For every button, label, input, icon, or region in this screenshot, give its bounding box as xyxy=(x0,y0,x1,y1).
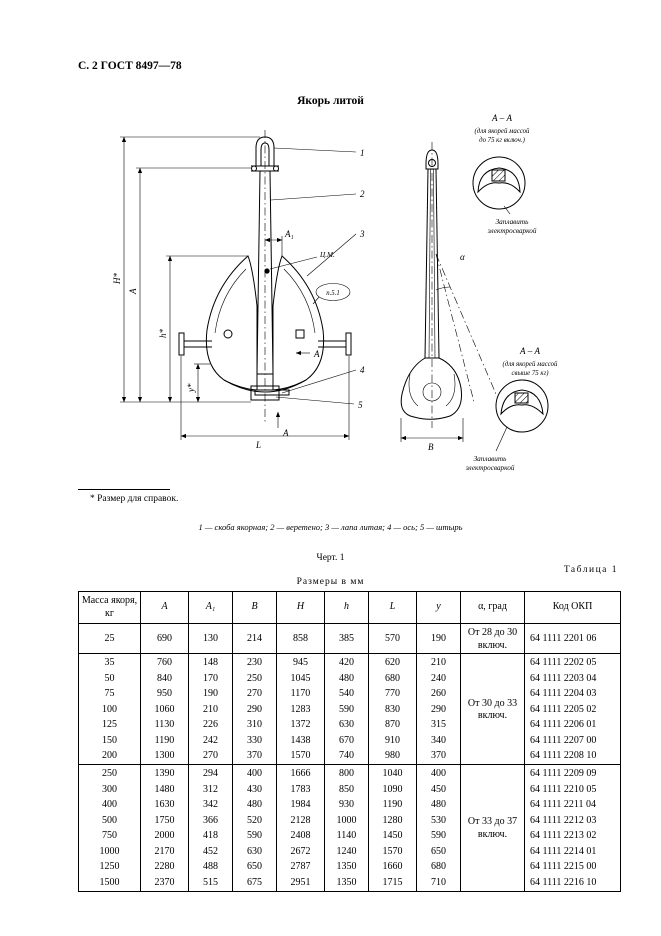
table-row xyxy=(79,798,621,814)
dimension-cell: 1040 xyxy=(369,765,417,783)
figure-labels xyxy=(112,113,558,472)
dimension-cell: 1250 xyxy=(79,860,141,876)
callout-leaders xyxy=(264,148,356,404)
okp-code-cell: 64 1111 2204 03 xyxy=(525,687,621,703)
dimension-cell: 1300 xyxy=(141,749,189,765)
fluke-right xyxy=(273,256,324,390)
dimension-cell: 125 xyxy=(79,718,141,734)
dimension-cell: 830 xyxy=(369,702,417,718)
dimension-cell: 945 xyxy=(277,654,325,672)
table-row xyxy=(79,671,621,687)
table-row xyxy=(79,687,621,703)
dimension-cell: 75 xyxy=(79,687,141,703)
dimension-cell: 370 xyxy=(417,749,461,765)
dimension-cell: 1000 xyxy=(325,813,369,829)
callout-3-label: 3 xyxy=(360,229,365,239)
dimension-cell: 1090 xyxy=(369,782,417,798)
okp-code-cell: 64 1111 2215 00 xyxy=(525,860,621,876)
dimension-cell: 2408 xyxy=(277,829,325,845)
dimension-cell: 590 xyxy=(325,702,369,718)
section-top-title: А – А xyxy=(492,113,512,123)
table-row xyxy=(79,749,621,765)
dimension-cell: 1045 xyxy=(277,671,325,687)
col-header-y: у xyxy=(417,592,461,624)
dimension-cell: 190 xyxy=(189,687,233,703)
dimensions-front xyxy=(120,137,349,440)
dimension-cell: 260 xyxy=(417,687,461,703)
section-aa-bottom xyxy=(496,380,548,451)
dimension-cell: 630 xyxy=(325,718,369,734)
dim-H-label: H* xyxy=(112,273,122,284)
table-row xyxy=(79,829,621,845)
dimension-cell: 170 xyxy=(189,671,233,687)
table-row xyxy=(79,844,621,860)
dimension-cell: 488 xyxy=(189,860,233,876)
dimension-cell: 1500 xyxy=(79,875,141,891)
detail-circle-bottom xyxy=(496,380,548,432)
dimension-cell: 366 xyxy=(189,813,233,829)
dimension-cell: 400 xyxy=(79,798,141,814)
table-row xyxy=(79,702,621,718)
dimension-cell: 740 xyxy=(325,749,369,765)
okp-code-cell: 64 1111 2212 03 xyxy=(525,813,621,829)
fluke-hole xyxy=(224,330,232,338)
dimension-cell: 850 xyxy=(325,782,369,798)
callout-4-label: 4 xyxy=(360,365,365,375)
table-row xyxy=(79,813,621,829)
col-header-H: Н xyxy=(277,592,325,624)
dimension-cell: 452 xyxy=(189,844,233,860)
section-aa-top xyxy=(473,157,525,214)
dimension-cell: 50 xyxy=(79,671,141,687)
dimension-cell: 2128 xyxy=(277,813,325,829)
dimension-cell: 1350 xyxy=(325,875,369,891)
dimension-cell: 270 xyxy=(189,749,233,765)
dimension-cell: 420 xyxy=(325,654,369,672)
dimension-cell: 770 xyxy=(369,687,417,703)
dimension-cell: 515 xyxy=(189,875,233,891)
alpha-label: α xyxy=(460,252,465,262)
anchor-figure xyxy=(70,106,600,478)
section-top-note-2: до 75 кг включ.) xyxy=(479,137,525,144)
dimension-cell: 1000 xyxy=(79,844,141,860)
okp-code-cell: 64 1111 2213 02 xyxy=(525,829,621,845)
okp-code-cell: 64 1111 2203 04 xyxy=(525,671,621,687)
dimension-cell: 290 xyxy=(233,702,277,718)
dimension-cell: 400 xyxy=(417,765,461,783)
dimension-cell: 340 xyxy=(417,733,461,749)
dimension-cell: 2951 xyxy=(277,875,325,891)
dimension-cell: 670 xyxy=(325,733,369,749)
dimension-cell: 1283 xyxy=(277,702,325,718)
dimension-cell: 858 xyxy=(277,624,325,654)
drawing-title: Якорь литой xyxy=(297,95,364,107)
dimension-cell: 650 xyxy=(417,844,461,860)
dimension-cell: 100 xyxy=(79,702,141,718)
okp-code-cell: 64 1111 2209 09 xyxy=(525,765,621,783)
dimension-cell: 1240 xyxy=(325,844,369,860)
dimension-cell: 680 xyxy=(417,860,461,876)
dimension-cell: 230 xyxy=(233,654,277,672)
dimension-cell: 330 xyxy=(233,733,277,749)
okp-code-cell: 64 1111 2202 05 xyxy=(525,654,621,672)
dimension-cell: 400 xyxy=(233,765,277,783)
dimension-cell: 570 xyxy=(369,624,417,654)
dimension-cell: 950 xyxy=(141,687,189,703)
table-row xyxy=(79,782,621,798)
dimension-cell: 150 xyxy=(79,733,141,749)
table-row xyxy=(79,733,621,749)
dimension-cell: 1630 xyxy=(141,798,189,814)
stock-end-right xyxy=(346,333,351,355)
dimension-cell: 35 xyxy=(79,654,141,672)
dimension-cell: 930 xyxy=(325,798,369,814)
dimension-cell: 290 xyxy=(417,702,461,718)
section-letter-top: А xyxy=(314,349,320,359)
dimensions-note: Размеры в мм xyxy=(296,577,365,587)
okp-code-cell: 64 1111 2216 10 xyxy=(525,875,621,891)
dimension-cell: 2280 xyxy=(141,860,189,876)
dimension-cell: 710 xyxy=(417,875,461,891)
dimension-cell: 310 xyxy=(233,718,277,734)
alpha-range-cell: От 33 до 37 включ. xyxy=(461,765,525,892)
stock-end-left xyxy=(179,333,184,355)
dimension-cell: 25 xyxy=(79,624,141,654)
table-row xyxy=(79,718,621,734)
dimension-cell: 690 xyxy=(141,624,189,654)
okp-code-cell: 64 1111 2210 05 xyxy=(525,782,621,798)
dimension-cell: 385 xyxy=(325,624,369,654)
okp-code-cell: 64 1111 2208 10 xyxy=(525,749,621,765)
dimension-cell: 630 xyxy=(233,844,277,860)
dimension-cell: 1666 xyxy=(277,765,325,783)
center-of-mass-label: Ц.М. xyxy=(320,251,335,259)
dimension-cell: 2000 xyxy=(141,829,189,845)
dimension-cell: 840 xyxy=(141,671,189,687)
dimension-cell: 210 xyxy=(189,702,233,718)
dimension-cell: 590 xyxy=(233,829,277,845)
dimension-cell: 520 xyxy=(233,813,277,829)
dimension-cell: 870 xyxy=(369,718,417,734)
dimension-cell: 750 xyxy=(79,829,141,845)
dim-A1-label: A₁ xyxy=(285,229,294,239)
fluke-boss xyxy=(296,330,304,338)
fluke-left xyxy=(206,256,257,390)
dimension-cell: 418 xyxy=(189,829,233,845)
dimension-cell: 214 xyxy=(233,624,277,654)
weld-note-bottom-1: Заплавить xyxy=(473,455,507,463)
dimension-cell: 2672 xyxy=(277,844,325,860)
okp-code-cell: 64 1111 2205 02 xyxy=(525,702,621,718)
dimension-cell: 270 xyxy=(233,687,277,703)
section-letter-bottom: А xyxy=(283,428,289,438)
okp-code-cell: 64 1111 2206 01 xyxy=(525,718,621,734)
dimensions-table xyxy=(78,591,621,892)
dimension-cell: 910 xyxy=(369,733,417,749)
okp-code-cell: 64 1111 2201 06 xyxy=(525,624,621,654)
dimension-cell: 1190 xyxy=(369,798,417,814)
dimension-cell: 590 xyxy=(417,829,461,845)
dimension-cell: 800 xyxy=(325,765,369,783)
alpha-range-cell: От 30 до 33 включ. xyxy=(461,654,525,765)
p51-label: п.5.1 xyxy=(326,290,340,297)
dimension-cell: 2370 xyxy=(141,875,189,891)
dimension-cell: 430 xyxy=(233,782,277,798)
section-top-note-1: (для якорей массой xyxy=(474,128,530,135)
dimension-cell: 760 xyxy=(141,654,189,672)
dimension-cell: 226 xyxy=(189,718,233,734)
dimension-cell: 1280 xyxy=(369,813,417,829)
dimension-cell: 650 xyxy=(233,860,277,876)
dimension-cell: 190 xyxy=(417,624,461,654)
weld-note-top-1: Заплавить xyxy=(495,218,529,226)
okp-code-cell: 64 1111 2207 00 xyxy=(525,733,621,749)
dimension-cell: 480 xyxy=(325,671,369,687)
center-of-mass-mark xyxy=(264,268,269,273)
side-view-annotations xyxy=(401,254,496,442)
dimension-cell: 480 xyxy=(417,798,461,814)
dimension-cell: 2787 xyxy=(277,860,325,876)
dimension-cell: 1450 xyxy=(369,829,417,845)
dimension-cell: 342 xyxy=(189,798,233,814)
table-row xyxy=(79,624,621,654)
section-bottom-title: А – А xyxy=(520,346,540,356)
table-row xyxy=(79,875,621,891)
dimension-cell: 300 xyxy=(79,782,141,798)
dimension-cell: 315 xyxy=(417,718,461,734)
alpha-range-cell: От 28 до 30 включ. xyxy=(461,624,525,654)
callout-1-label: 1 xyxy=(360,148,365,158)
okp-code-cell: 64 1111 2214 01 xyxy=(525,844,621,860)
dimension-cell: 130 xyxy=(189,624,233,654)
page-header: С. 2 ГОСТ 8497—78 xyxy=(78,60,182,72)
dimension-cell: 1190 xyxy=(141,733,189,749)
dimension-cell: 1984 xyxy=(277,798,325,814)
weld-note-top-2: электросваркой xyxy=(487,227,537,235)
dimension-cell: 250 xyxy=(233,671,277,687)
col-header-B: В xyxy=(233,592,277,624)
front-view xyxy=(179,130,351,422)
dimension-cell: 312 xyxy=(189,782,233,798)
dimension-cell: 680 xyxy=(369,671,417,687)
dimension-cell: 210 xyxy=(417,654,461,672)
col-header-L: L xyxy=(369,592,417,624)
okp-code-cell: 64 1111 2211 04 xyxy=(525,798,621,814)
dimension-cell: 2170 xyxy=(141,844,189,860)
dimension-cell: 200 xyxy=(79,749,141,765)
table-row xyxy=(79,765,621,783)
table-caption: Таблица 1 xyxy=(563,565,618,575)
dimension-cell: 370 xyxy=(233,749,277,765)
dimension-cell: 242 xyxy=(189,733,233,749)
dimension-cell: 1570 xyxy=(369,844,417,860)
dimension-cell: 480 xyxy=(233,798,277,814)
dim-L-label: L xyxy=(256,440,262,450)
dim-B-label: B xyxy=(428,442,434,452)
dimension-cell: 1783 xyxy=(277,782,325,798)
col-header-h: h xyxy=(325,592,369,624)
section-bottom-note-1: (для якорей массой xyxy=(502,361,558,368)
dimension-cell: 450 xyxy=(417,782,461,798)
dimension-cell: 294 xyxy=(189,765,233,783)
col-header-A: А xyxy=(141,592,189,624)
col-header-mass: Масса якоря, кг xyxy=(79,592,141,624)
table-row xyxy=(79,860,621,876)
dimension-cell: 1060 xyxy=(141,702,189,718)
col-header-okp: Код ОКП xyxy=(525,592,621,624)
footnote-rule xyxy=(78,489,170,490)
dimension-cell: 1130 xyxy=(141,718,189,734)
dimension-cell: 1750 xyxy=(141,813,189,829)
dimension-cell: 1480 xyxy=(141,782,189,798)
dimension-cell: 540 xyxy=(325,687,369,703)
parts-legend: 1 — скоба якорная; 2 — веретено; 3 — лапа литая; 4 — ось; 5 — штырь xyxy=(198,522,463,532)
side-view xyxy=(401,142,461,428)
dimension-cell: 675 xyxy=(233,875,277,891)
figure-caption: Черт. 1 xyxy=(316,553,345,563)
footnote: * Размер для справок. xyxy=(90,494,179,504)
callout-5-label: 5 xyxy=(358,400,363,410)
fluke-side xyxy=(401,358,461,419)
dimension-cell: 240 xyxy=(417,671,461,687)
dimension-cell: 1140 xyxy=(325,829,369,845)
dim-h-label: h* xyxy=(158,329,168,338)
dimension-cell: 250 xyxy=(79,765,141,783)
table-header-row xyxy=(79,592,621,624)
col-header-A1: А₁ xyxy=(189,592,233,624)
dimension-cell: 1170 xyxy=(277,687,325,703)
table-row xyxy=(79,654,621,672)
dimension-cell: 148 xyxy=(189,654,233,672)
dim-A-vertical-label: A xyxy=(128,288,138,294)
dimension-cell: 1570 xyxy=(277,749,325,765)
dimension-cell: 980 xyxy=(369,749,417,765)
dimension-cell: 1372 xyxy=(277,718,325,734)
col-header-alpha: α, град xyxy=(461,592,525,624)
weld-note-bottom-2: электросваркой xyxy=(465,464,515,472)
dimension-cell: 1715 xyxy=(369,875,417,891)
dim-y-label: y* xyxy=(186,383,196,392)
dimension-cell: 1350 xyxy=(325,860,369,876)
dimension-cell: 620 xyxy=(369,654,417,672)
callout-2-label: 2 xyxy=(360,189,365,199)
dimension-cell: 1438 xyxy=(277,733,325,749)
dimension-cell: 500 xyxy=(79,813,141,829)
dimension-cell: 530 xyxy=(417,813,461,829)
dimension-cell: 1660 xyxy=(369,860,417,876)
table-body xyxy=(79,624,621,892)
dimension-cell: 1390 xyxy=(141,765,189,783)
section-bottom-note-2: свыше 75 кг) xyxy=(511,370,549,377)
